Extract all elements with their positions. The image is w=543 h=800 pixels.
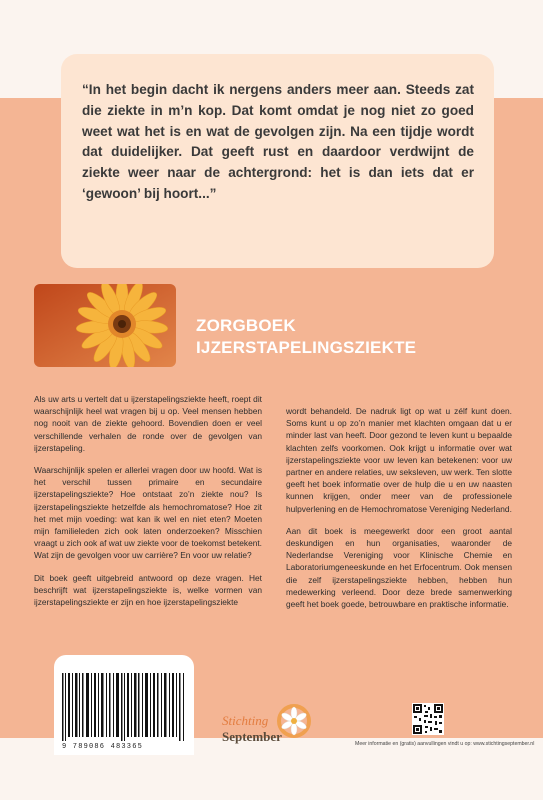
title-line-2: IJZERSTAPELINGSZIEKTE (196, 338, 417, 357)
publisher-logo (222, 701, 316, 757)
paragraph: Aan dit boek is meegewerkt door een groot aantal deskundigen en hun organisaties, waaronder de Nederlandse Vereniging voor Klinische Chemie en Laboratoriumgeneeskunde en het Erfocentrum. Ook mensen die zelf ijzerstapelingsziekte hebben, hebben hun medewerking verleend. Door deze brede samenwerking geeft het boek goede, betrouwbare en praktische informatie. (286, 525, 512, 610)
barcode-icon (60, 673, 188, 743)
info-text: Meer informatie en (gratis) aanvullingen vindt u op: www.stichtingseptember.nl (355, 741, 535, 747)
body-column-left (34, 393, 262, 618)
quote-text: “In het begin dacht ik nergens anders meer aan. Steeds zat die ziekte in m’n kop. Dat komt omdat je nog niet zo goed weet wat het is en wat de gevolgen zijn. Na een tijdje wordt dat duidelijker. Dat geeft rust en daardoor verdwijnt de ziekte weer naar de achtergrond: het is dan iets dat er ‘gewoon’ bij hoort...” (82, 82, 474, 201)
book-title (196, 315, 416, 359)
paragraph: wordt behandeld. De nadruk ligt op wat u zélf kunt doen. Soms kunt u op zo’n manier met klachten omgaan dat u er minder last van heeft. Door gezond te leven kunt u bepaalde klachten zelfs voorkomen. Ook krijgt u informatie over wat ijzerstapelingsziekte voor uw leven kan betekenen: voor uw partner en andere relaties, uw seksleven, uw werk. Ten slotte geeft het boek informatie over de hulp die u en uw naasten kunnen krijgen, onder meer van de professionele hulpverlening en de Hemochromatose Vereniging Nederland. (286, 406, 512, 514)
qr-code-icon (412, 703, 444, 735)
gerbera-photo (34, 284, 176, 367)
barcode (54, 655, 194, 755)
logo-text-stichting: Stichting (222, 713, 269, 728)
logo-text-september: September (222, 729, 282, 744)
quote-box (61, 54, 494, 268)
paragraph: Als uw arts u vertelt dat u ijzerstapelingsziekte heeft, roept dit waarschijnlijk heel wat vragen bij u op. Veel mensen hebben nog nooit van de ziekte gehoord. Bovendien doen er veel verschillende verhalen de ronde over de gevolgen van ijzerstapeling. (34, 394, 262, 453)
title-line-1: ZORGBOEK (196, 316, 296, 335)
body-column-right (286, 405, 512, 620)
paragraph: Waarschijnlijk spelen er allerlei vragen door uw hoofd. Wat is het verschil tussen primaire en secundaire ijzerstapelingsziekte? Hoe ontstaat zo’n ziekte nou? Is ijzerstapelingsziekte hetzelfde als hemochromatose? Hoe zit het met mijn voeding: wat kan ik wel en niet eten? Moeten mijn familieleden zich ook laten onderzoeken? Misschien vraagt u zich ook af wat uw ziekte voor de toekomst betekent. Wat zijn de gevolgen voor uw carrière? En voor uw relatie? (34, 465, 262, 561)
barcode-number: 9 789086 483365 (62, 743, 144, 751)
paragraph: Dit boek geeft uitgebreid antwoord op deze vragen. Het beschrijft wat ijzerstapelingsziekte is, welke vormen van ijzerstapelingsziekte er zijn en hoe ijzerstapelingsziekte (34, 572, 262, 608)
